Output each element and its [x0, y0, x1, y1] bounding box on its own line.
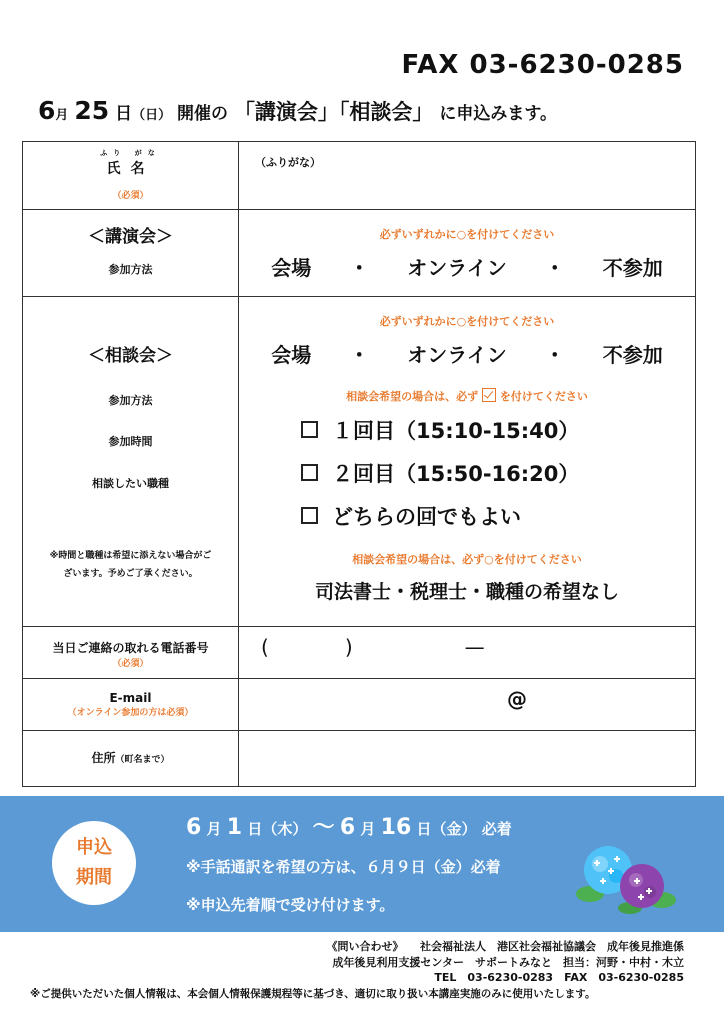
- first-come-notice: ※申込先着順で受け付けます。: [186, 896, 395, 914]
- consultation-choice-online[interactable]: オンライン: [407, 343, 507, 367]
- contact-line-3: TEL 03-6230-0283 FAX 03-6230-0285: [434, 971, 684, 984]
- end-month: 6: [339, 815, 356, 840]
- start-day-unit: 日: [247, 820, 263, 838]
- time-instruction: [239, 388, 695, 404]
- event-day-unit: 日: [115, 104, 133, 124]
- tel-format: [239, 627, 695, 659]
- lecture-choice-online[interactable]: オンライン: [407, 256, 507, 280]
- choice-separator: ・: [544, 343, 565, 367]
- time-instruction-before: 相談会希望の場合は、必ず: [346, 390, 479, 403]
- hydrangea-icon: [570, 842, 680, 916]
- choice-separator: ・: [544, 256, 565, 280]
- consultation-time-label: 参加時間: [108, 435, 153, 448]
- contact-line-1: 《問い合わせ》 社会福祉法人 港区社会福祉協議会 成年後見推進係: [326, 940, 684, 953]
- event-month-number: 6: [38, 96, 56, 125]
- tel-paren-open: (: [261, 635, 269, 659]
- consultation-method-label: 参加方法: [108, 394, 153, 407]
- end-weekday: （金）: [431, 820, 477, 838]
- tel-row: [23, 627, 696, 679]
- event-names: 「講演会」「相談会」: [233, 100, 434, 124]
- period-badge-line2: 期間: [76, 867, 112, 888]
- address-field[interactable]: [239, 731, 696, 787]
- start-weekday: （木）: [262, 820, 308, 838]
- name-furigana-ruby: ふり がな: [100, 149, 161, 157]
- email-label: E-mail: [109, 691, 152, 705]
- checkbox-icon[interactable]: [301, 464, 318, 481]
- fax-number-header: FAX 03-6230-0285: [401, 50, 684, 80]
- furigana-hint: （ふりがな）: [255, 156, 321, 169]
- time-option-2[interactable]: [301, 451, 695, 494]
- page-title: [38, 96, 698, 126]
- address-label: [23, 749, 238, 766]
- contact-line-2: 成年後見利用支援センター サポートみなと 担当：河野・中村・木立: [332, 956, 684, 969]
- email-field[interactable]: [239, 679, 696, 731]
- start-month-unit: 月: [206, 820, 222, 838]
- end-month-unit: 月: [360, 820, 376, 838]
- lecture-label-cell: [23, 210, 239, 297]
- checkbox-icon[interactable]: [301, 507, 318, 524]
- consultation-choices: [239, 339, 695, 368]
- checkmark-box-icon: [482, 388, 496, 402]
- time-instruction-after: を付けてください: [499, 390, 588, 403]
- consultation-choice-absent[interactable]: 不参加: [602, 343, 663, 367]
- consultation-title: ＜相談会＞: [88, 346, 173, 366]
- lecture-method-label: 参加方法: [108, 263, 153, 276]
- time-option-either-label: どちらの回でもよい: [332, 504, 521, 529]
- event-month-unit: 月: [55, 108, 69, 123]
- time-option-2-label: ２回目（15:50-16:20）: [332, 461, 580, 486]
- event-weekday: （日）: [132, 108, 172, 123]
- consultation-choice-venue[interactable]: 会場: [271, 343, 312, 367]
- email-row: [23, 679, 696, 731]
- application-period: [186, 810, 512, 841]
- consultation-note-line2: ざいます。予めご了承ください。: [63, 569, 198, 579]
- lecture-choice-absent[interactable]: 不参加: [602, 256, 663, 280]
- end-suffix: 必着: [481, 820, 512, 838]
- address-label-cell: [23, 731, 239, 787]
- application-form: [22, 141, 696, 787]
- privacy-footnote: ※ご提供いただいた個人情報は、本会個人情報保護規程等に基づき、適切に取り扱い本講座実施のみに使用いたします。: [30, 988, 596, 1000]
- job-instruction: 相談会希望の場合は、必ず○を付けてください: [352, 553, 582, 566]
- consultation-field: [239, 297, 696, 627]
- event-suffix: に申込みます。: [439, 104, 557, 124]
- consultation-note-line1: ※時間と職種は希望に添えない場合がご: [49, 551, 212, 561]
- lecture-choice-venue[interactable]: 会場: [271, 256, 312, 280]
- address-row: [23, 731, 696, 787]
- start-month: 6: [186, 815, 202, 840]
- lecture-title: ＜講演会＞: [88, 227, 173, 247]
- tel-dash: —: [464, 635, 485, 659]
- name-label: 氏名: [106, 161, 155, 177]
- email-label-cell: [23, 679, 239, 731]
- consultation-job-label: 相談したい職種: [92, 477, 169, 490]
- application-period-band: [0, 796, 724, 932]
- tel-label: 当日ご連絡の取れる電話番号: [52, 641, 209, 655]
- name-required: （必須）: [112, 191, 149, 201]
- consultation-label-cell: [23, 297, 239, 627]
- period-badge-line1: 申込: [76, 837, 112, 858]
- choice-separator: ・: [349, 256, 370, 280]
- lecture-choices: [239, 252, 695, 281]
- lecture-row: [23, 210, 696, 297]
- name-row: [23, 142, 696, 210]
- name-label-cell: [23, 142, 239, 210]
- event-held-text: 開催の: [177, 104, 228, 124]
- start-day: 1: [226, 815, 243, 840]
- address-label-main: 住所: [91, 751, 116, 765]
- consultation-row: [23, 297, 696, 627]
- consultation-note: [23, 547, 238, 583]
- checkbox-icon[interactable]: [301, 421, 318, 438]
- email-at-sign: @: [507, 687, 527, 711]
- end-day: 16: [380, 815, 412, 840]
- name-field[interactable]: [239, 142, 696, 210]
- email-required: （オンライン参加の方は必須）: [67, 708, 194, 718]
- tel-label-cell: [23, 627, 239, 679]
- address-label-small: （町名まで）: [115, 755, 170, 765]
- event-day-number: 25: [74, 96, 110, 125]
- sign-language-notice: ※手話通訳を希望の方は、６月９日（金）必着: [186, 858, 501, 876]
- tel-required: （必須）: [112, 659, 149, 669]
- time-option-either[interactable]: [301, 494, 695, 537]
- tel-paren-close: ): [344, 635, 353, 659]
- job-choices[interactable]: 司法書士・税理士・職種の希望なし: [314, 581, 619, 603]
- lecture-method-field[interactable]: [239, 210, 696, 297]
- period-tilde: ～: [312, 815, 335, 840]
- time-option-1[interactable]: [301, 408, 695, 451]
- lecture-instruction: 必ずいずれかに○を付けてください: [379, 228, 555, 241]
- time-option-1-label: １回目（15:10-15:40）: [332, 418, 580, 443]
- end-day-unit: 日: [416, 820, 432, 838]
- consultation-instruction: 必ずいずれかに○を付けてください: [379, 315, 555, 328]
- period-badge: [52, 821, 136, 905]
- tel-field[interactable]: [239, 627, 696, 679]
- choice-separator: ・: [349, 343, 370, 367]
